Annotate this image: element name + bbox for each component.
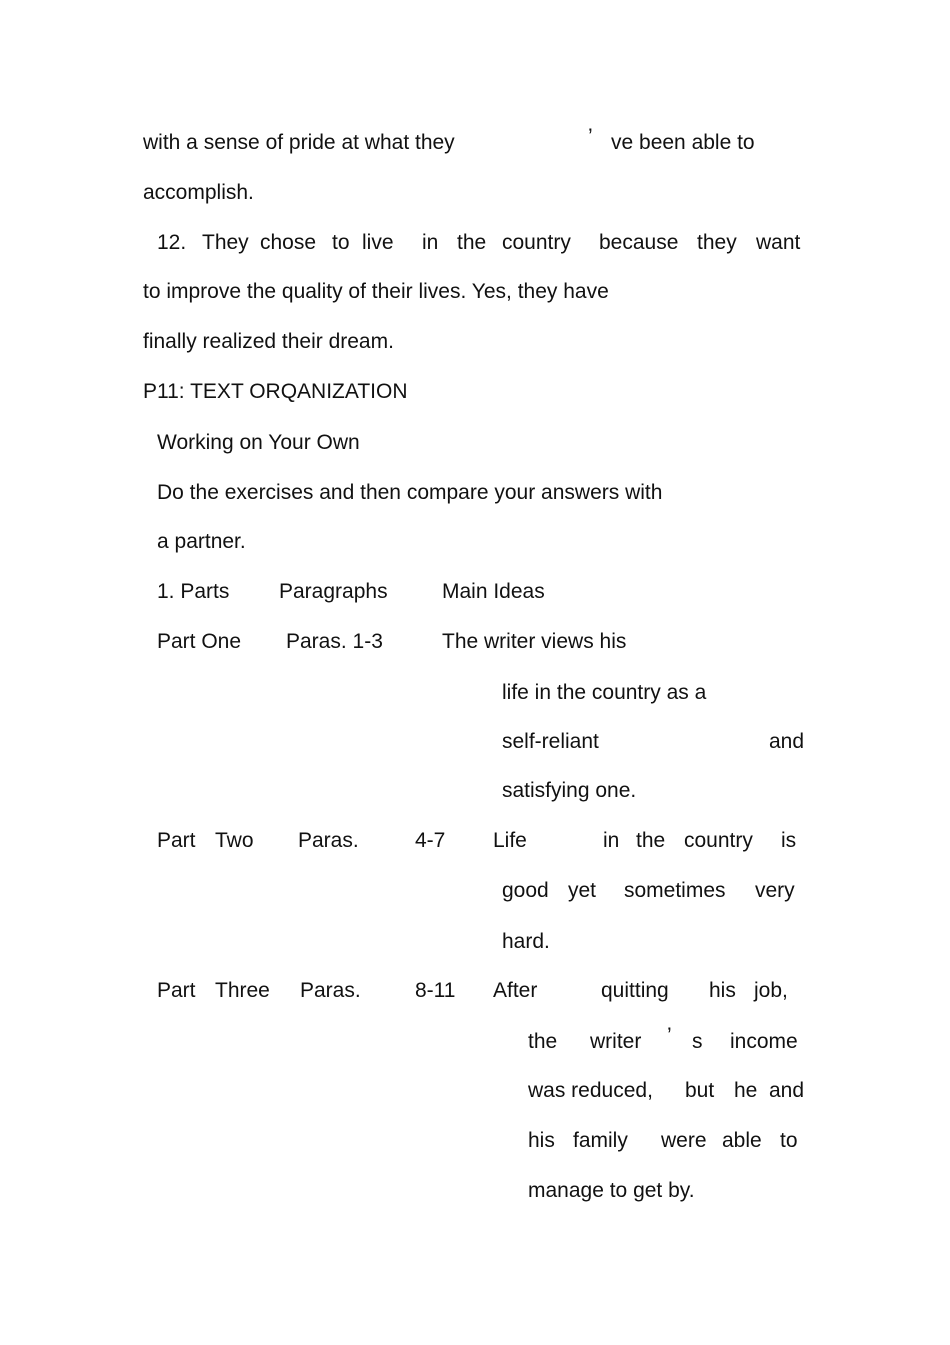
part-two-idea: in — [603, 829, 620, 852]
part-three-idea: After — [493, 979, 538, 1002]
part-three-paras: 8-11 — [415, 979, 456, 1002]
part-three-idea: writer — [590, 1030, 642, 1053]
part-two-idea: very — [755, 879, 795, 902]
part-two-idea: is — [781, 829, 797, 852]
part-three-idea: quitting — [601, 979, 669, 1002]
section-heading: P11: TEXT ORQANIZATION — [143, 380, 408, 403]
part-two-paras: 4-7 — [415, 829, 446, 852]
part-two-label: Part — [157, 829, 196, 852]
part-three-idea: were — [661, 1129, 707, 1152]
part-three-idea: job, — [754, 979, 788, 1002]
part-one-idea: life in the country as a — [502, 681, 707, 704]
part-one-idea: The writer views his — [442, 630, 627, 653]
part-three-idea: was reduced, — [528, 1079, 653, 1102]
word: They — [202, 231, 249, 254]
part-three-label: Three — [215, 979, 270, 1002]
table-header-main-ideas: Main Ideas — [442, 580, 545, 603]
word: in — [422, 231, 439, 254]
part-three-paras: Paras. — [300, 979, 361, 1002]
text-line: accomplish. — [143, 181, 254, 204]
word: they — [697, 231, 737, 254]
text-line: finally realized their dream. — [143, 330, 394, 353]
part-three-idea: he — [734, 1079, 758, 1102]
part-two-idea: country — [684, 829, 753, 852]
part-three-idea: his — [528, 1129, 555, 1152]
word: the — [457, 231, 487, 254]
part-three-idea: and — [769, 1079, 805, 1102]
part-three-label: Part — [157, 979, 196, 1002]
part-three-idea: income — [730, 1030, 798, 1053]
part-three-idea: his — [709, 979, 736, 1002]
table-header-paragraphs: Paragraphs — [279, 580, 388, 603]
part-one-idea: and — [769, 730, 805, 753]
word: because — [599, 231, 679, 254]
subheading: Working on Your Own — [157, 431, 360, 454]
part-one-paras: Paras. 1-3 — [286, 630, 383, 653]
part-two-idea: good — [502, 879, 549, 902]
text-line: ve been able to — [611, 131, 755, 154]
word: to — [332, 231, 350, 254]
part-one-idea: self-reliant — [502, 730, 599, 753]
part-two-idea: Life — [493, 829, 527, 852]
word: want — [756, 231, 801, 254]
word: chose — [260, 231, 317, 254]
instruction-line: a partner. — [157, 530, 246, 553]
part-two-idea: yet — [568, 879, 597, 902]
part-one-idea: satisfying one. — [502, 779, 637, 802]
word: country — [502, 231, 571, 254]
part-one-label: Part One — [157, 630, 242, 653]
text-line: to improve the quality of their lives. Yes, they have — [143, 280, 609, 303]
part-three-idea: manage to get by. — [528, 1179, 695, 1202]
part-three-idea: s — [692, 1030, 703, 1053]
instruction-line: Do the exercises and then compare your answers with — [157, 481, 663, 504]
part-three-idea: the — [528, 1030, 558, 1053]
part-three-idea: family — [573, 1129, 628, 1152]
apostrophe: ’ — [588, 125, 593, 148]
apostrophe: ’ — [667, 1024, 672, 1047]
part-two-idea: hard. — [502, 930, 550, 953]
item-number: 12. — [157, 231, 187, 254]
part-two-paras: Paras. — [298, 829, 359, 852]
part-two-idea: sometimes — [624, 879, 726, 902]
word: live — [362, 231, 394, 254]
part-three-idea: but — [685, 1079, 715, 1102]
part-two-label: Two — [215, 829, 254, 852]
text-line: with a sense of pride at what they — [143, 131, 455, 154]
table-header-parts: 1. Parts — [157, 580, 230, 603]
part-two-idea: the — [636, 829, 666, 852]
part-three-idea: able — [722, 1129, 762, 1152]
part-three-idea: to — [780, 1129, 798, 1152]
